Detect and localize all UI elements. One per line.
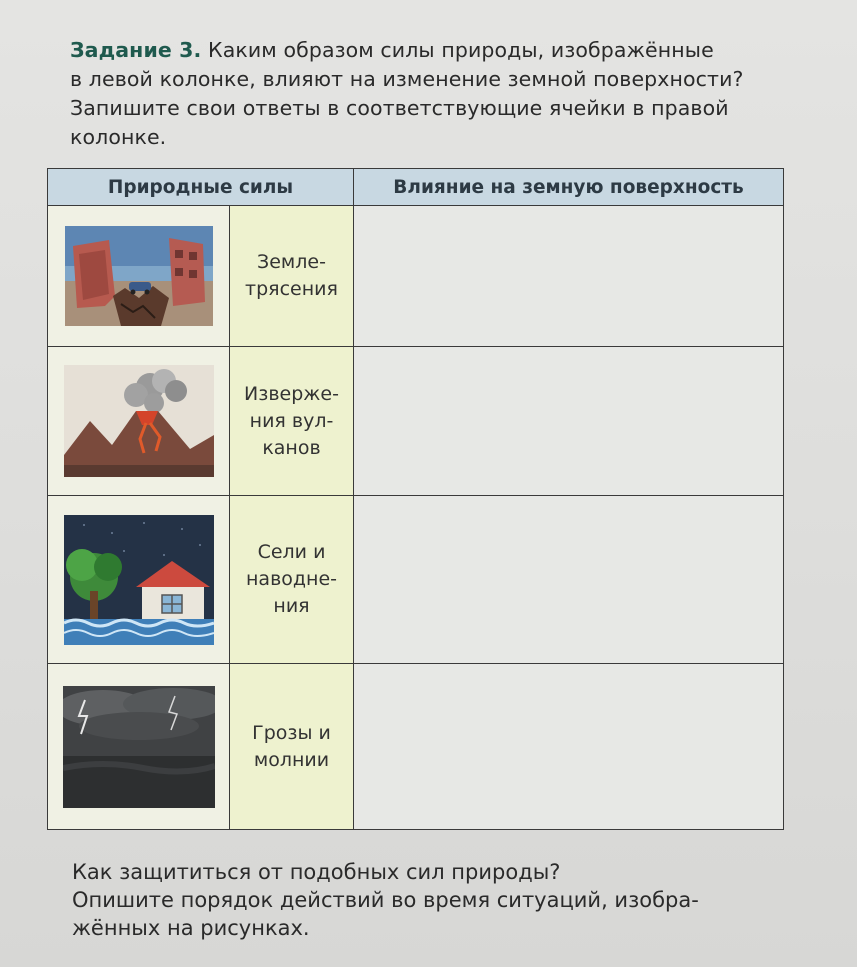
task-line-4: колонке. bbox=[70, 125, 167, 149]
answer-cell[interactable] bbox=[354, 496, 784, 664]
question-2-line-1: Опишите порядок действий во время ситуаций, изобра- bbox=[72, 888, 699, 912]
image-cell bbox=[48, 496, 230, 664]
task-label: Задание 3. bbox=[70, 38, 202, 62]
header-impact: Влияние на земную поверхность bbox=[354, 169, 784, 206]
volcano-picture bbox=[64, 365, 214, 477]
forces-table bbox=[47, 168, 784, 830]
table-header-row bbox=[48, 169, 784, 206]
answer-cell[interactable] bbox=[354, 206, 784, 347]
answer-cell[interactable] bbox=[354, 347, 784, 496]
task-line-3: Запишите свои ответы в соответствующие ячейки в правой bbox=[70, 96, 729, 120]
table-row bbox=[48, 664, 784, 830]
table-row bbox=[48, 347, 784, 496]
table-row bbox=[48, 496, 784, 664]
force-name: Изверже- ния вул- канов bbox=[230, 347, 354, 496]
question-2-line-2: жённых на рисунках. bbox=[72, 916, 310, 940]
image-cell bbox=[48, 664, 230, 830]
force-name: Грозы и молнии bbox=[230, 664, 354, 830]
earthquake-picture bbox=[65, 226, 213, 326]
table-row bbox=[48, 206, 784, 347]
task-line-2: в левой колонке, влияют на изменение земной поверхности? bbox=[70, 67, 744, 91]
image-cell bbox=[48, 206, 230, 347]
force-name: Сели и наводне- ния bbox=[230, 496, 354, 664]
header-forces: Природные силы bbox=[48, 169, 354, 206]
thunderstorm-picture bbox=[63, 686, 215, 808]
answer-cell[interactable] bbox=[354, 664, 784, 830]
task-line-1: Каким образом силы природы, изображённые bbox=[201, 38, 714, 62]
follow-up-questions bbox=[72, 858, 792, 942]
question-1: Как защититься от подобных сил природы? bbox=[72, 860, 561, 884]
image-cell bbox=[48, 347, 230, 496]
task-text bbox=[70, 36, 780, 152]
force-name: Земле- трясения bbox=[230, 206, 354, 347]
flood-picture bbox=[64, 515, 214, 645]
